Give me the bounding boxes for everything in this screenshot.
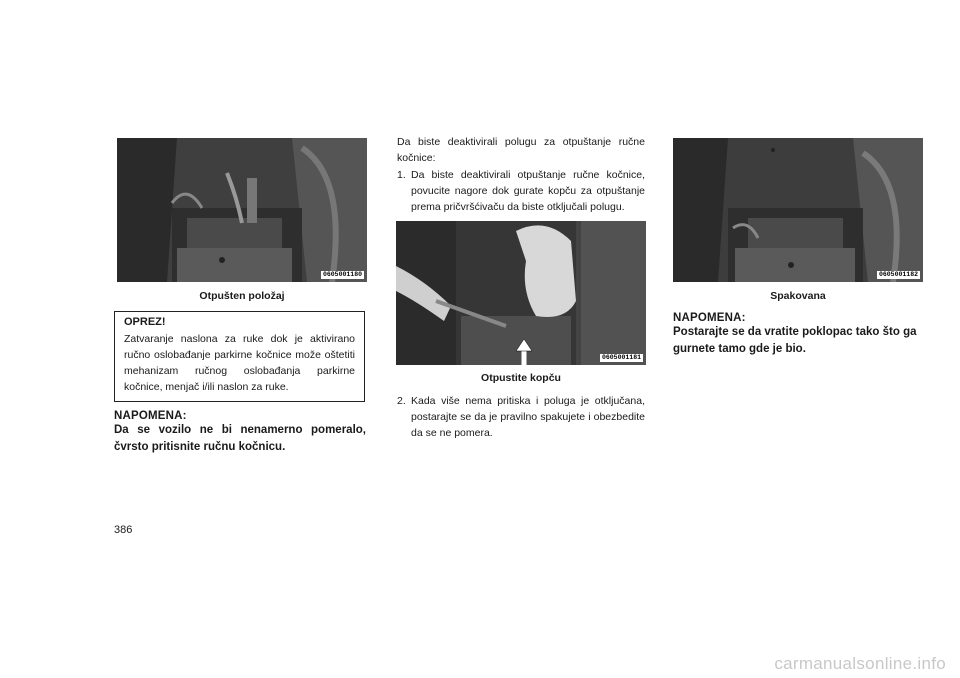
step-text: Kada više nema pritiska i poluga je otključana, postarajte se da je pravilno spakujete i obezbedite da se ne pomera. [411,395,645,439]
page-number: 386 [114,524,133,536]
caution-box [114,311,365,402]
step-text: Da biste deaktivirali otpuštanje ručne kočnice, povucite nagore dok gurate kopču za otpuštanje prema pričvršćivaču da biste otključali polugu. [411,169,645,213]
console-stowed-illustration [673,138,923,282]
caution-text: Zatvaranje naslona za ruke dok je aktivirano ručno oslobađanje parkirne kočnice može oštetiti mehanizam ručnog oslobađanja parkirne kočnice, menjač i/ili naslon za ruke. [124,333,355,393]
note-heading: NAPOMENA: [114,410,187,422]
step-1 [397,167,645,215]
intro-paragraph: Da biste deaktivirali polugu za otpuštanje ručne kočnice: [397,136,645,164]
note-right [673,312,925,358]
figure-caption: Otpustite kopču [481,372,561,384]
step-2 [397,393,645,441]
figure-stowed-photo [673,138,923,282]
step-number: 1. [397,169,406,181]
note-body: Da se vozilo ne bi nenamerno pomeralo, čvrsto pritisnite ručnu kočnicu. [114,424,366,453]
figure-id-code: 0605001180 [322,270,362,278]
note-body: Postarajte se da vratite poklopac tako što ga gurnete tamo gde je bio. [673,326,917,355]
figure-released-position-photo [117,138,367,282]
figure-release-clip-photo [396,221,646,365]
figure-caption: Otpušten položaj [199,290,285,302]
note-heading: NAPOMENA: [673,312,746,324]
figure-caption: Spakovana [770,290,826,302]
step-number: 2. [397,395,406,407]
note-left [114,410,366,456]
console-illustration [117,138,367,282]
caution-title: OPREZ! [124,316,166,328]
watermark: carmanualsonline.info [774,654,946,673]
figure-id-code: 0605001181 [601,353,641,361]
figure-id-code: 0605001182 [878,270,918,278]
hand-pulling-lever-illustration [396,221,646,365]
